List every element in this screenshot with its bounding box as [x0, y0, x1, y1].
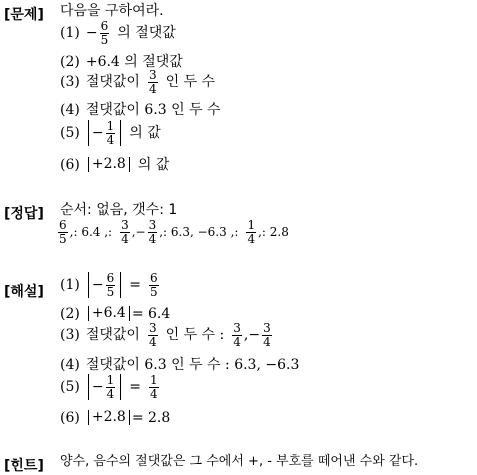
problem-item-6: (6) +2.8 의 값 [60, 156, 170, 173]
explanation-label: [해설] [4, 284, 44, 300]
problem-item-1 [60, 20, 176, 46]
problem-label: [문제] [4, 7, 44, 23]
explanation-item-3: (3) 절댓값이 $\frac{3}{4}$ 인 두 수 : $\frac{3}{4}$ ,− $\frac{3}{4}$ [60, 321, 271, 349]
absolute-value: − $\frac{1}{4}$ [88, 120, 121, 146]
problem-item-4: (4) 절댓값이 6.3 인 두 수 [60, 102, 221, 118]
problem-item-3: (3) 절댓값이 $\frac{3}{4}$ 인 두 수 [60, 68, 216, 96]
hint-label: [힌트] [4, 458, 44, 474]
problem-item-2: (2) +6.4 의 절댓값 [60, 54, 183, 70]
explanation-item-2: (2) +6.4 = 6.4 [60, 305, 171, 322]
item-number: (1) [60, 25, 80, 42]
explanation-item-5: (5) − $\frac{1}{4}$ = $\frac{1}{4}$ [60, 373, 158, 401]
item-tail: 의 절댓값 [117, 25, 176, 42]
absolute-value: +2.8 [88, 157, 130, 172]
problem-intro: 다음을 구하여라. [60, 3, 164, 19]
minus-sign: − [85, 25, 98, 42]
hint-text: 양수, 음수의 절댓값은 그 수에서 +, - 부호를 떼어낸 수와 같다. [60, 454, 419, 469]
explanation-item-4: (4) 절댓값이 6.3 인 두 수 : 6.3, −6.3 [60, 357, 300, 373]
answer-meta: 순서: 없음, 갯수: 1 [60, 202, 178, 218]
answer-values: $\frac{6}{5}$ ,: 6.4 ,: $\frac{3}{4}$ ,− $\frac{3}{4}$ ,: 6.3, −6.3 ,: $\frac{1}{4}$ ,: 2.8 [59, 218, 289, 246]
fraction: $\frac{6}{5}$ [100, 19, 109, 47]
explanation-item-1: (1) − $\frac{6}{5}$ = $\frac{6}{5}$ [60, 271, 158, 299]
fraction: $\frac{3}{4}$ [148, 68, 157, 96]
explanation-item-6: (6) +2.8 = 2.8 [60, 409, 171, 426]
problem-item-5: (5) − $\frac{1}{4}$ 의 값 [60, 119, 161, 147]
answer-label: [정답] [4, 206, 44, 222]
